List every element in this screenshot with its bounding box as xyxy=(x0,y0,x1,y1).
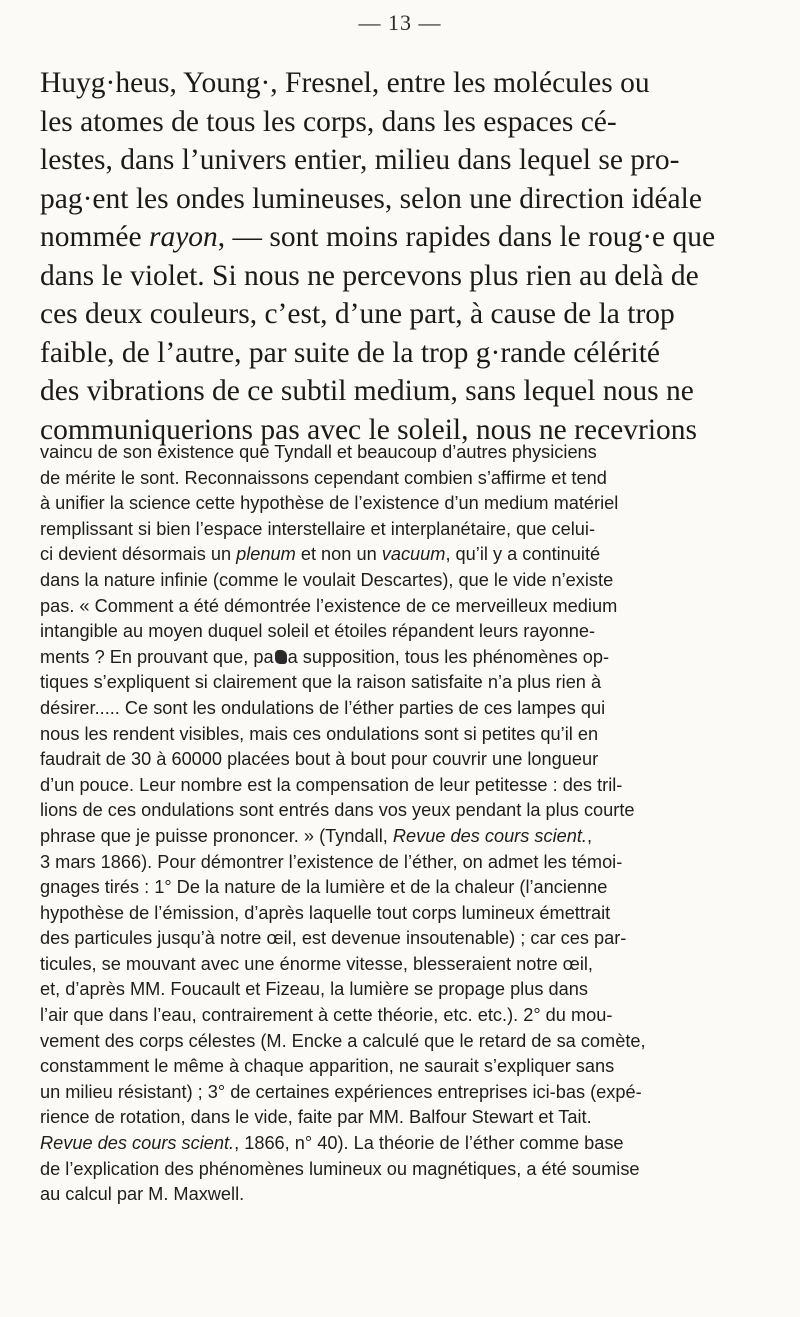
footnote-line xyxy=(40,466,752,492)
text-segment: faible, de l’autre, par suite de la trop g·rande célérité xyxy=(40,336,661,369)
text-segment: ments ? En prouvant que, pa xyxy=(40,646,274,667)
text-segment: communiquerions pas avec le soleil, nous ne recevrions xyxy=(40,413,698,446)
main-text-line xyxy=(40,295,750,334)
text-segment: , qu’il y a continuité xyxy=(445,544,601,565)
text-segment: constamment le même à chaque apparition, ne saurait s’expliquer sans xyxy=(40,1056,615,1077)
footnote-line xyxy=(40,1003,752,1029)
text-segment: un milieu résistant) ; 3° de certaines expériences entreprises ici-bas (expé- xyxy=(40,1081,642,1102)
text-segment: lestes, dans l’univers entier, milieu dans lequel se pro- xyxy=(40,144,680,176)
footnote-line xyxy=(40,1054,752,1080)
footnote-line xyxy=(40,517,752,543)
footnote-line xyxy=(40,875,752,901)
text-segment: d’un pouce. Leur nombre est la compensation de leur petitesse : des tril- xyxy=(40,774,623,795)
text-segment: ticules, se mouvant avec une énorme vitesse, blesseraient notre œil, xyxy=(40,953,593,974)
text-segment: a supposition, tous les phénomènes op- xyxy=(287,646,610,667)
text-segment: nommée xyxy=(40,221,149,253)
footnote-line xyxy=(40,594,752,620)
text-segment: vement des corps célestes (M. Encke a calculé que le retard de sa comète, xyxy=(40,1030,646,1051)
main-text-line xyxy=(40,64,750,103)
text-segment: lions de ces ondulations sont entrés dans vos yeux pendant la plus courte xyxy=(40,800,635,821)
footnote-line xyxy=(40,952,752,978)
main-text-line xyxy=(40,334,750,373)
footnote-line xyxy=(40,542,752,568)
main-text-line xyxy=(40,103,750,142)
footnote-line xyxy=(40,1131,752,1157)
ink-blot xyxy=(275,650,287,664)
text-segment: vaincu de son existence que Tyndall et beaucoup d’autres physiciens xyxy=(40,442,597,462)
text-segment: faudrait de 30 à 60000 placées bout à bout pour couvrir une longueur xyxy=(40,749,599,770)
main-paragraph xyxy=(40,64,750,449)
footnote-line xyxy=(40,798,752,824)
text-segment: des vibrations de ce subtil medium, sans lequel nous ne xyxy=(40,375,694,407)
text-segment: dans le violet. Si nous ne percevons plus rien au delà de xyxy=(40,259,699,292)
text-segment: 3 mars 1866). Pour démontrer l’existence de l’éther, on admet les témoi- xyxy=(40,851,623,872)
footnote-line xyxy=(40,1029,752,1055)
text-segment: nous les rendent visibles, mais ces ondulations sont si petites qu’il en xyxy=(40,723,599,744)
text-segment: , — sont moins rapides dans le roug·e que xyxy=(217,221,716,253)
text-segment: Huyg·heus, Young·, Fresnel, entre les molécules ou xyxy=(40,67,650,99)
text-segment: rience de rotation, dans le vide, faite par MM. Balfour Stewart et Tait. xyxy=(40,1107,592,1128)
italic-text: Revue des cours scient. xyxy=(392,825,587,846)
text-segment: , xyxy=(586,825,593,846)
footnote-line xyxy=(40,824,752,850)
text-segment: hypothèse de l’émission, d’après laquelle tout corps lumineux émettrait xyxy=(40,902,611,923)
main-text-line xyxy=(40,180,750,219)
footnote-line xyxy=(40,568,752,594)
main-text-line xyxy=(40,372,750,411)
footnote-line xyxy=(40,491,752,517)
text-segment: intangible au moyen duquel soleil et étoiles répandent leurs rayonne- xyxy=(40,621,596,642)
text-segment: remplissant si bien l’espace interstellaire et interplanétaire, que celui- xyxy=(40,518,596,539)
text-segment: de l’explication des phénomènes lumineux ou magnétiques, a été soumise xyxy=(40,1158,640,1179)
footnote-line xyxy=(40,1105,752,1131)
page-number: — 13 — xyxy=(358,10,442,35)
text-segment: gnages tirés : 1° De la nature de la lumière et de la chaleur (l’ancienne xyxy=(40,877,608,898)
main-text-line xyxy=(40,257,750,296)
text-segment: pas. « Comment a été démontrée l’existence de ce merveilleux medium xyxy=(40,595,618,616)
text-segment: au calcul par M. Maxwell. xyxy=(40,1184,245,1205)
footnote-line xyxy=(40,670,752,696)
text-segment: , 1866, n° 40). La théorie de l’éther comme base xyxy=(234,1133,624,1154)
footnote-line xyxy=(40,901,752,927)
text-segment: pag·ent les ondes lumineuses, selon une direction idéale xyxy=(40,182,702,215)
footnote-line xyxy=(40,1080,752,1106)
text-segment: désirer..... Ce sont les ondulations de l’éther parties de ces lampes qui xyxy=(40,697,606,718)
footnote-line xyxy=(40,977,752,1003)
footnote-line xyxy=(40,926,752,952)
text-segment: phrase que je puisse prononcer. » (Tyndall, xyxy=(40,825,393,846)
footnote-line xyxy=(40,645,752,671)
main-text-line xyxy=(40,141,750,180)
footnote-paragraph xyxy=(40,440,752,1208)
italic-text: vacuum xyxy=(381,544,446,565)
text-segment: et non un xyxy=(295,544,382,565)
text-segment: tiques s’expliquent si clairement que la raison satisfaite n’a plus rien à xyxy=(40,672,602,693)
footnote-line xyxy=(40,440,752,466)
footnote-line xyxy=(40,1182,752,1208)
footnote-line xyxy=(40,773,752,799)
footnote-line xyxy=(40,1157,752,1183)
footnote-line xyxy=(40,722,752,748)
italic-text: Revue des cours scient. xyxy=(40,1133,235,1154)
text-segment: l’air que dans l’eau, contrairement à cette théorie, etc. etc.). 2° du mou- xyxy=(40,1005,613,1026)
text-segment: de mérite le sont. Reconnaissons cependant combien s’affirme et tend xyxy=(40,467,607,488)
text-segment: ci devient désormais un xyxy=(40,544,237,565)
footnote-line xyxy=(40,696,752,722)
text-segment: à unifier la science cette hypothèse de l’existence d’un medium matériel xyxy=(40,493,619,514)
footnote-line xyxy=(40,747,752,773)
footnote-line xyxy=(40,850,752,876)
italic-text: plenum xyxy=(236,544,296,565)
text-segment: dans la nature infinie (comme le voulait Descartes), que le vide n’existe xyxy=(40,569,614,590)
italic-text: rayon xyxy=(148,221,218,253)
text-segment: et, d’après MM. Foucault et Fizeau, la lumière se propage plus dans xyxy=(40,979,588,1000)
text-segment: ces deux couleurs, c’est, d’une part, à cause de la trop xyxy=(40,298,675,330)
text-segment: des particules jusqu’à notre œil, est devenue insoutenable) ; car ces par- xyxy=(40,928,627,949)
footnote-line xyxy=(40,619,752,645)
main-text-line xyxy=(40,218,750,257)
text-segment: les atomes de tous les corps, dans les espaces cé- xyxy=(40,105,617,138)
